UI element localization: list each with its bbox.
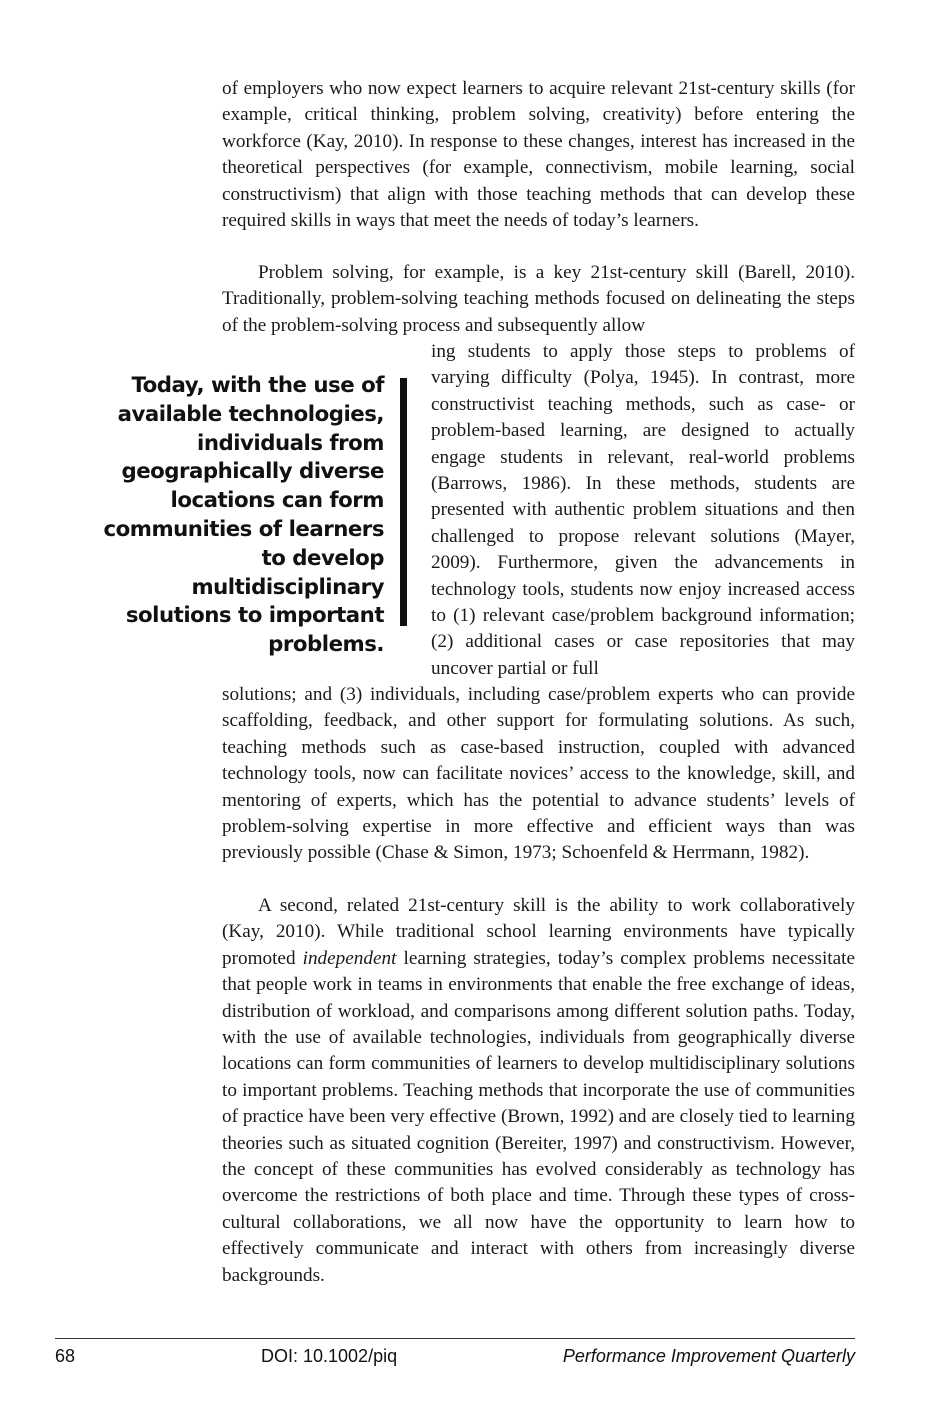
pull-quote-bar <box>400 378 407 626</box>
paragraph-3-italic: independent <box>302 947 397 969</box>
footer-rule <box>55 1338 855 1339</box>
paragraph-3 <box>222 893 855 1289</box>
pull-quote: Today, with the use of available technologies, individuals from geographically diverse locations can form communities of learners to develop multidisciplinary solutions to important problems. <box>103 373 384 658</box>
paragraph-2-wrapped: ing students to apply those steps to problems of varying difficulty (Polya, 1945). In contrast, more constructivist teaching methods, such as case- or problem-based learning, are designed to actually engage students in relevant, real-world problems (Barrows, 1986). In these methods, students are presented with authentic problem situations and then challenged to propose relevant solutions (Mayer, 2009). Furthermore, given the advancements in technology tools, students now enjoy increased access to (1) relevant case/problem background information; (2) additional cases or case repositories that may uncover partial or full <box>431 341 855 679</box>
paragraph-2-start: Problem solving, for example, is a key 21st-century skill (Barell, 2010). Traditionally, problem-solving teaching methods focused on delineating the steps of the problem-solving process and subsequently allow <box>222 262 855 336</box>
paragraph-1: of employers who now expect learners to acquire relevant 21st-century skills (for example, critical thinking, problem solving, creativity) before entering the workforce (Kay, 2010). In response to these changes, interest has increased in the theoretical perspectives (for example, connectivism, mobile learning, social constructivism) that align with those teaching methods that can develop these required skills in ways that meet the needs of today’s learners. <box>222 78 855 232</box>
doi-label: DOI: 10.1002/piq <box>261 1346 398 1366</box>
page-number: 68 <box>55 1346 76 1366</box>
paragraph-3-text-b: learning strategies, today’s complex problems necessitate that people work in teams in environments that enable the free exchange of ideas, distribution of workload, and comparisons among different solution paths. Today, with the use of available technologies, individuals from geographically diverse locations can form communities of learners to develop multidisciplinary solutions to important problems. Teaching methods that incorporate the use of communities of practice have been very effective (Brown, 1992) and are closely tied to learning theories such as situated cognition (Bereiter, 1997) and constructivism. However, the concept of these communities has evolved considerably as technology has overcome the restrictions of both place and time. Through these types of cross-cultural collaborations, we all now have the opportunity to learn how to effectively communicate and interact with others from increasingly diverse backgrounds. <box>222 947 855 1286</box>
journal-title: Performance Improvement Quarterly <box>562 1346 855 1366</box>
paragraph-2-end: solutions; and (3) individuals, including case/problem experts who can provide scaffolding, feedback, and other support for formulating solutions. As such, teaching methods such as case-based instruction, coupled with advanced technology tools, now can facilitate novices’ access to the knowledge, skill, and mentoring of experts, which has the potential to advance students’ levels of problem-solving expertise in more effective and efficient ways than was previously possible (Chase & Simon, 1973; Schoenfeld & Herrmann, 1982). <box>222 684 855 864</box>
paragraph-3-text-a: A second, related 21st-century skill is the ability to work collaboratively (Kay, 2010). While traditional school learning environments have typically promoted <box>222 895 855 969</box>
